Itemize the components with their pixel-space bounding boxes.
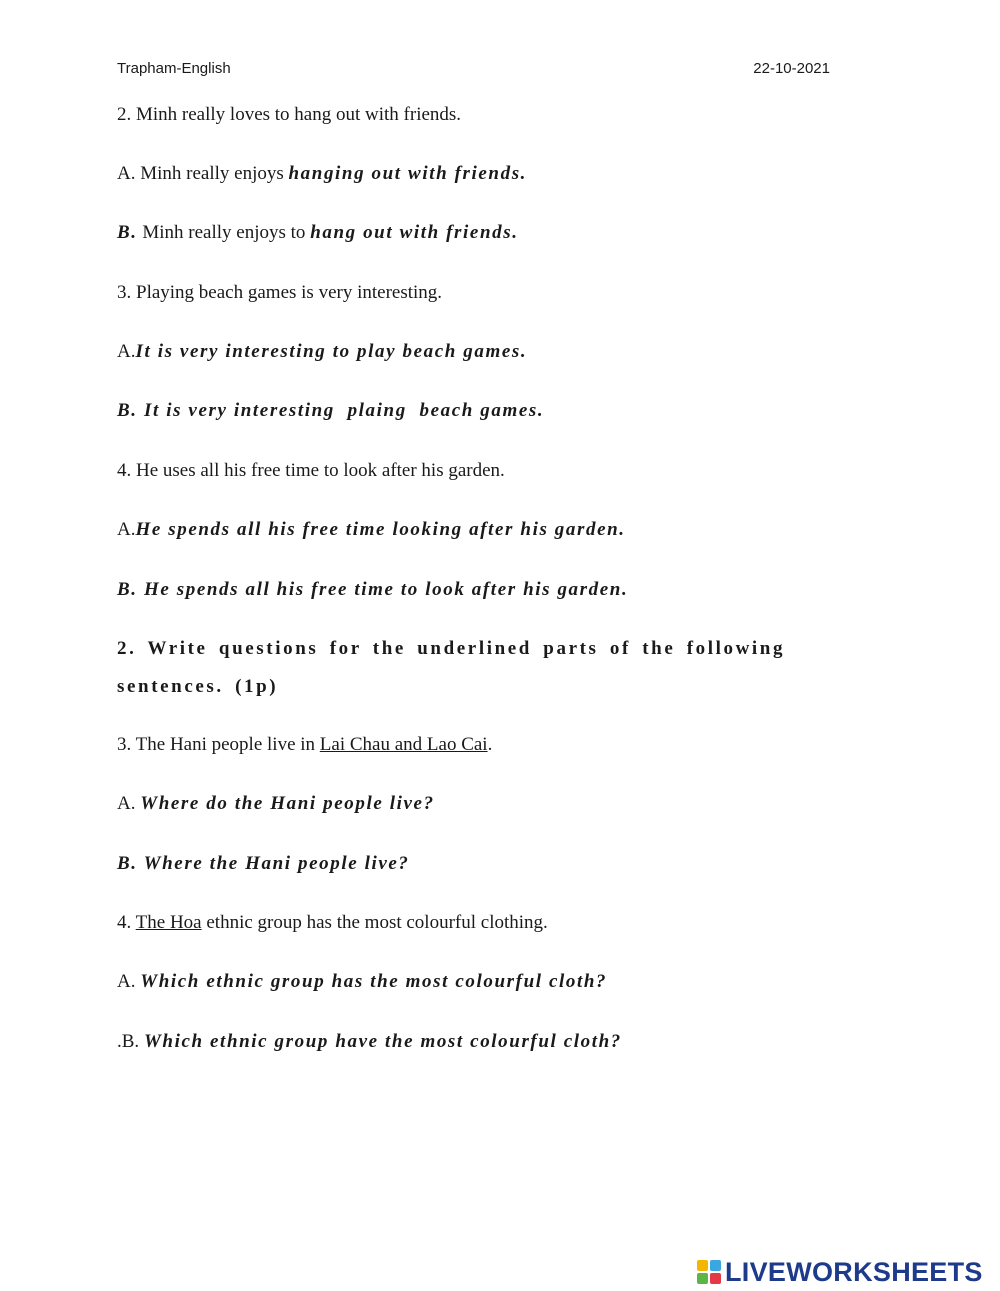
option-s4a-prefix: A. bbox=[117, 971, 141, 992]
option-2b[interactable] bbox=[117, 222, 519, 244]
option-3a-prefix: A. bbox=[117, 341, 136, 362]
logo-mark-icon bbox=[697, 1260, 721, 1284]
sentence-3-prefix: 3. The Hani people live in bbox=[117, 734, 320, 755]
option-s3a-prefix: A. bbox=[117, 793, 141, 814]
question-3-sentence: 3. Playing beach games is very interesting. bbox=[117, 282, 443, 303]
question-4-sentence: 4. He uses all his free time to look after his garden. bbox=[117, 460, 505, 481]
option-2b-letter: B. bbox=[117, 222, 138, 243]
option-3b[interactable] bbox=[117, 400, 544, 422]
option-s3b-answer: B. Where the Hani people live? bbox=[117, 853, 410, 874]
header-course-name: Trapham-English bbox=[117, 60, 231, 77]
option-2a-answer: hanging out with friends. bbox=[288, 163, 528, 184]
option-4a-prefix: A. bbox=[117, 519, 136, 540]
option-2a-prefix: A. Minh really enjoys bbox=[117, 163, 289, 184]
option-s3b[interactable] bbox=[117, 853, 410, 875]
sentence-4-underlined: The Hoa bbox=[135, 912, 202, 933]
sentence-3-suffix: . bbox=[487, 734, 493, 755]
option-s4a[interactable] bbox=[117, 971, 607, 993]
option-4a-answer: He spends all his free time looking after his garden. bbox=[135, 519, 626, 540]
logo-square-green bbox=[697, 1273, 708, 1284]
option-s4a-answer: Which ethnic group has the most colourful cloth? bbox=[140, 971, 608, 992]
option-4b-answer: B. He spends all his free time to look after his garden. bbox=[117, 579, 629, 600]
option-3a[interactable] bbox=[117, 341, 527, 363]
section-2-heading: 2. Write questions for the underlined parts of the following sentences. (1p) bbox=[117, 638, 786, 697]
option-s4b-answer: Which ethnic group have the most colourful cloth? bbox=[143, 1031, 622, 1052]
logo-text: LIVEWORKSHEETS bbox=[725, 1256, 983, 1287]
option-3a-answer: It is very interesting to play beach games. bbox=[135, 341, 528, 362]
option-4b[interactable] bbox=[117, 579, 628, 601]
sentence-3 bbox=[117, 734, 492, 756]
logo-square-yellow bbox=[697, 1260, 708, 1271]
option-s3a-answer: Where do the Hani people live? bbox=[140, 793, 435, 814]
option-2a[interactable] bbox=[117, 163, 527, 185]
sentence-4-suffix: ethnic group has the most colourful clothing. bbox=[201, 912, 548, 933]
option-s4b-prefix: .B. bbox=[117, 1031, 144, 1052]
option-s4b[interactable] bbox=[117, 1031, 622, 1053]
question-2-sentence: 2. Minh really loves to hang out with friends. bbox=[117, 104, 462, 125]
page-header bbox=[117, 60, 830, 82]
option-4a[interactable] bbox=[117, 519, 626, 541]
sentence-4-prefix: 4. bbox=[117, 912, 136, 933]
header-date: 22-10-2021 bbox=[753, 60, 830, 77]
logo-square-blue bbox=[710, 1260, 721, 1271]
option-2b-prefix: Minh really enjoys to bbox=[137, 222, 311, 243]
sentence-3-underlined: Lai Chau and Lao Cai bbox=[319, 734, 488, 755]
liveworksheets-logo bbox=[697, 1256, 983, 1288]
logo-square-red bbox=[710, 1273, 721, 1284]
option-2b-answer: hang out with friends. bbox=[310, 222, 519, 243]
option-s3a[interactable] bbox=[117, 793, 435, 815]
option-3b-answer: B. It is very interesting plaing beach games. bbox=[117, 400, 545, 421]
sentence-4 bbox=[117, 912, 548, 934]
